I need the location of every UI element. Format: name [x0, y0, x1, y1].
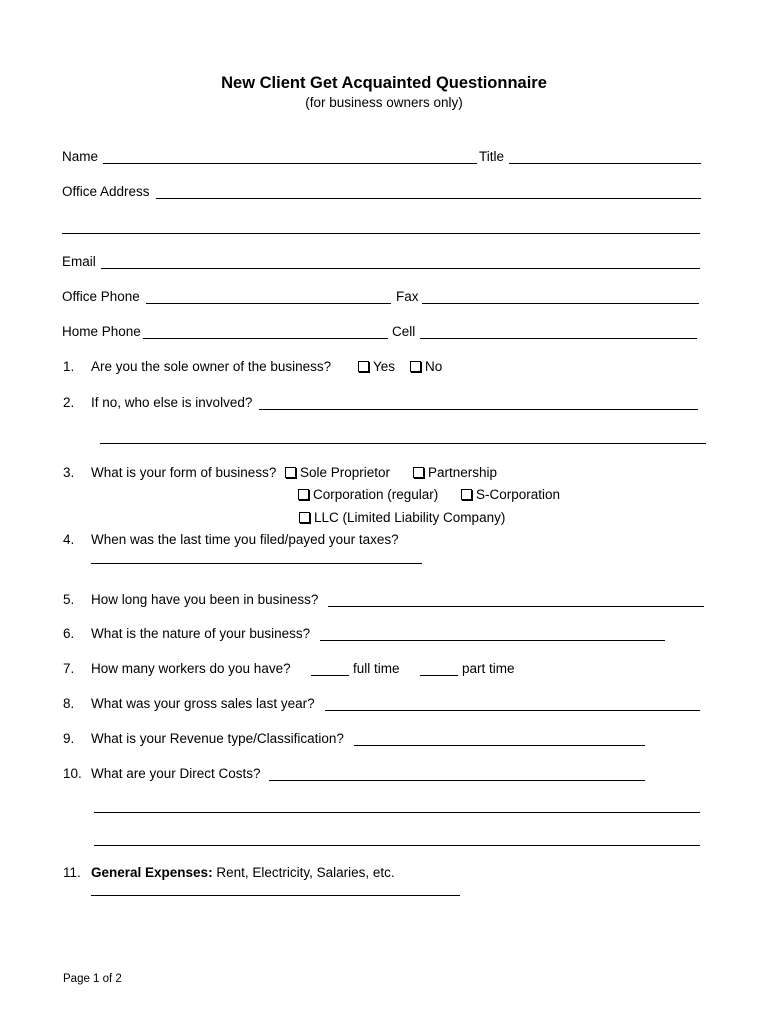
- page-number: Page 1 of 2: [63, 973, 122, 985]
- s-corporation-option[interactable]: S-Corporation: [461, 487, 560, 503]
- question-number: 8.: [63, 696, 75, 711]
- question-text: What is your Revenue type/Classification?: [91, 731, 344, 746]
- answer-field[interactable]: [325, 710, 700, 711]
- question-number: 3.: [63, 465, 75, 480]
- answer-field[interactable]: [354, 745, 645, 746]
- answer-field[interactable]: [269, 780, 645, 781]
- question-number: 11.: [63, 865, 81, 880]
- email-field[interactable]: [101, 268, 700, 269]
- question-number: 6.: [63, 626, 75, 641]
- answer-field-line-2[interactable]: [100, 443, 706, 444]
- answer-field[interactable]: [328, 606, 704, 607]
- question-text: How many workers do you have?: [91, 661, 291, 676]
- checkbox-no[interactable]: [410, 361, 421, 372]
- llc-option[interactable]: LLC (Limited Liability Company): [299, 510, 505, 526]
- question-number: 4.: [63, 532, 75, 547]
- yes-option[interactable]: Yes: [358, 359, 395, 375]
- office-phone-field[interactable]: [146, 303, 391, 304]
- question-text: What are your Direct Costs?: [91, 766, 261, 781]
- home-phone-label: Home Phone: [62, 324, 141, 339]
- office-address-label: Office Address: [62, 184, 150, 199]
- title-label: Title: [479, 149, 505, 164]
- corporation-option[interactable]: Corporation (regular): [298, 487, 438, 503]
- office-phone-label: Office Phone: [62, 289, 140, 304]
- checkbox-partnership[interactable]: [413, 467, 424, 478]
- answer-field[interactable]: [91, 563, 422, 564]
- name-field[interactable]: [103, 163, 477, 164]
- full-time-label: full time: [353, 661, 400, 676]
- question-number: 5.: [63, 592, 75, 607]
- name-label: Name: [62, 149, 99, 164]
- checkbox-llc[interactable]: [299, 512, 310, 523]
- answer-field-line-2[interactable]: [94, 812, 700, 813]
- question-text: When was the last time you filed/payed your taxes?: [91, 532, 399, 547]
- fax-field[interactable]: [422, 303, 699, 304]
- home-phone-field[interactable]: [143, 338, 388, 339]
- no-option[interactable]: No: [410, 359, 442, 375]
- answer-field[interactable]: [320, 640, 665, 641]
- answer-field[interactable]: [91, 895, 460, 896]
- question-number: 7.: [63, 661, 75, 676]
- question-text: [91, 865, 395, 881]
- sole-proprietor-option[interactable]: Sole Proprietor: [285, 465, 390, 481]
- full-time-count-field[interactable]: [311, 675, 349, 676]
- question-bold-label: General Expenses:: [91, 865, 213, 880]
- question-text: How long have you been in business?: [91, 592, 319, 607]
- question-detail: Rent, Electricity, Salaries, etc.: [216, 865, 395, 880]
- checkbox-yes[interactable]: [358, 361, 369, 372]
- answer-field[interactable]: [259, 409, 698, 410]
- answer-field-line-3[interactable]: [94, 845, 700, 846]
- question-number: 2.: [63, 395, 75, 410]
- office-address-field[interactable]: [156, 198, 701, 199]
- title-field[interactable]: [509, 163, 701, 164]
- question-text: What was your gross sales last year?: [91, 696, 315, 711]
- question-number: 1.: [63, 359, 75, 374]
- question-text: What is your form of business?: [91, 465, 277, 480]
- partnership-option[interactable]: Partnership: [413, 465, 497, 481]
- cell-label: Cell: [392, 324, 416, 339]
- question-text: What is the nature of your business?: [91, 626, 311, 641]
- email-label: Email: [62, 254, 96, 269]
- checkbox-sole-proprietor[interactable]: [285, 467, 296, 478]
- part-time-label: part time: [462, 661, 515, 676]
- question-text: If no, who else is involved?: [91, 395, 253, 410]
- checkbox-corporation[interactable]: [298, 489, 309, 500]
- office-address-field-line-2[interactable]: [62, 233, 700, 234]
- question-number: 10.: [63, 766, 82, 781]
- document-subtitle: (for business owners only): [305, 95, 463, 110]
- fax-label: Fax: [396, 289, 419, 304]
- question-text: Are you the sole owner of the business?: [91, 359, 332, 374]
- question-number: 9.: [63, 731, 75, 746]
- part-time-count-field[interactable]: [420, 675, 458, 676]
- cell-field[interactable]: [420, 338, 697, 339]
- document-title: New Client Get Acquainted Questionnaire: [221, 74, 547, 92]
- checkbox-s-corporation[interactable]: [461, 489, 472, 500]
